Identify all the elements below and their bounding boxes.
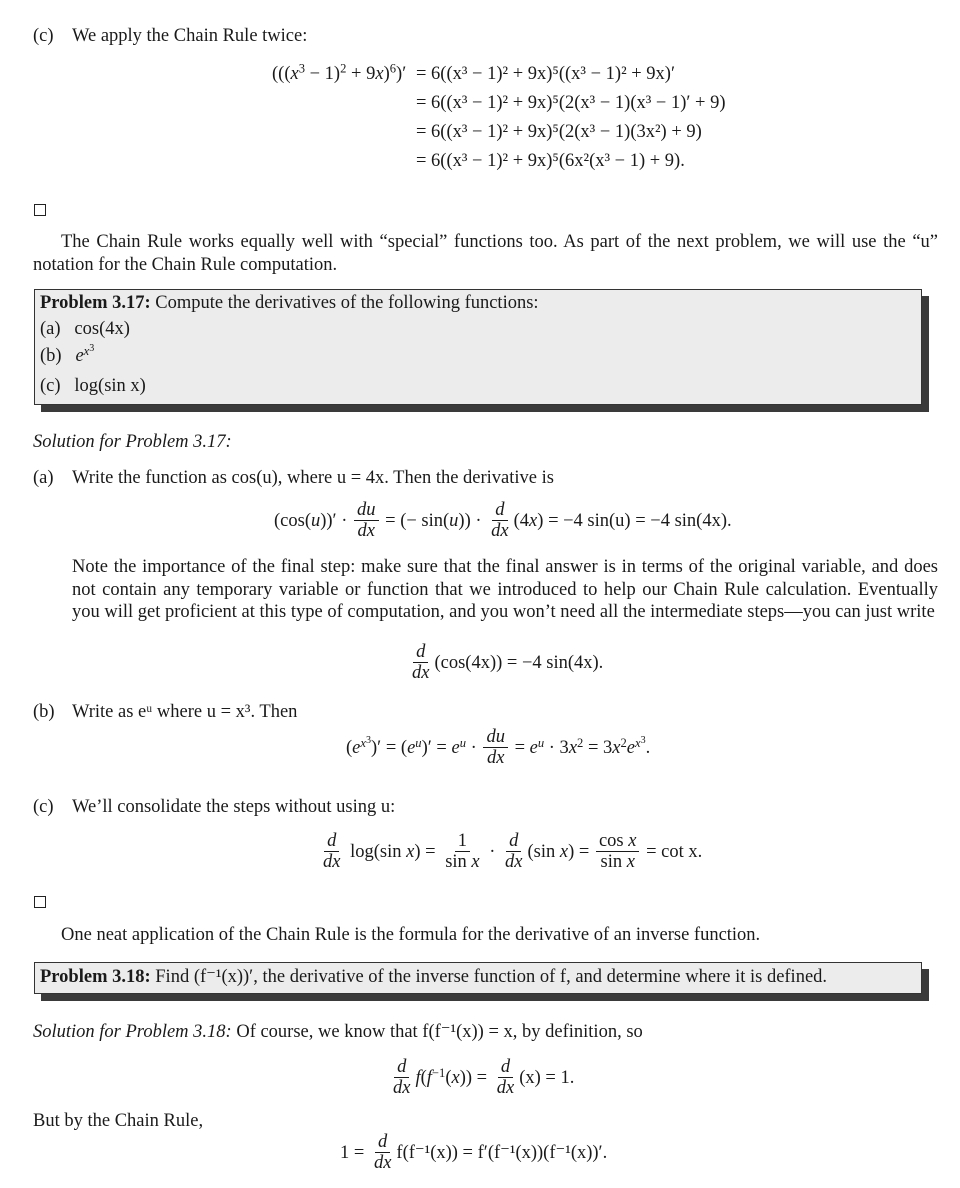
solution-318-eq2-tail: f(f⁻¹(x)) = f′(f⁻¹(x))(f⁻¹(x))′. (396, 1143, 608, 1164)
chain-eq-line4: = 6((x³ − 1)² + 9x)⁵(6x²(x³ − 1) + 9). (416, 151, 685, 171)
part-c-label: (c) (33, 26, 54, 46)
problem-318-label: Problem 3.18: (40, 967, 151, 987)
solution-317-a-text: Write the function as cos(u), where u = 4x. Then the derivative is (72, 468, 554, 488)
problem-317-item-a: cos(4x) (74, 319, 130, 339)
solution-317-short-equation: $\frac{d}{dx}$ (cos(4x)) = −4 sin(4x). (412, 642, 604, 684)
problem-317-item-c-label: (c) (40, 376, 61, 396)
solution-318-eq1: $\frac{d}{dx}$ $f(f^{-1}(x))$ = $\frac{d}{dx}$ (x) = 1. (393, 1057, 575, 1099)
chain-eq-line2: = 6((x³ − 1)² + 9x)⁵(2(x³ − 1)(x³ − 1)′ + 9) (416, 93, 726, 113)
solution-318-line (33, 1021, 643, 1043)
solution-317-note: Note the importance of the final step: make sure that the final answer is in terms of the original variable, and does not contain any temporary variable or function that we introduced to help our Chain Rule calculation. Eventually you will get proficient at this type of computation, and you won’t need all the intermediate steps—you can just write (72, 557, 938, 622)
solution-317-b-label: (b) (33, 702, 55, 722)
problem-318-box (34, 962, 922, 994)
solution-318-text: Of course, we know that f(f⁻¹(x)) = x, by definition, so (236, 1022, 643, 1042)
problem-317-label: Problem 3.17: (40, 293, 151, 313)
intro-inverse-paragraph: One neat application of the Chain Rule is the formula for the derivative of an inverse function. (61, 925, 761, 945)
problem-317-item-b-label: (b) (40, 346, 62, 366)
chain-eq-lhs: $(((x^3 - 1)^2 + 9x)^6)'$ (272, 61, 407, 84)
part-c-intro: We apply the Chain Rule twice: (72, 26, 308, 46)
problem-318-statement: Find (f⁻¹(x))′, the derivative of the inverse function of f, and determine where it is defined. (155, 967, 828, 987)
qed-square-1 (34, 204, 46, 216)
problem-317-item-c: log(sin x) (74, 376, 146, 396)
problem-317-statement: Compute the derivatives of the following functions: (155, 293, 539, 313)
problem-317-item-a-label: (a) (40, 319, 61, 339)
solution-318-heading: Solution for Problem 3.18: (33, 1022, 232, 1042)
solution-317-c-eq-tail: = cot x. (646, 842, 703, 863)
solution-318-eq1-tail: (x) = 1. (519, 1068, 575, 1089)
solution-317-c-text: We’ll consolidate the steps without using u: (72, 797, 396, 817)
qed-square-2 (34, 896, 46, 908)
problem-317-item-b: $e^{x^3}$ (75, 342, 95, 366)
solution-317-a-eq-tail: = −4 sin(u) = −4 sin(4x). (548, 511, 732, 532)
solution-317-short-eq-tail: (cos(4x)) = −4 sin(4x). (434, 653, 604, 674)
solution-317-a-label: (a) (33, 468, 54, 488)
chain-eq-line3: = 6((x³ − 1)² + 9x)⁵(2(x³ − 1)(3x²) + 9) (416, 122, 702, 142)
solution-318-but-text: But by the Chain Rule, (33, 1111, 204, 1131)
solution-318-eq2: 1 = $\frac{d}{dx}$ f(f⁻¹(x)) = f′(f⁻¹(x))(f⁻¹(x))′. (340, 1132, 608, 1174)
solution-318-eq2-lead: 1 = (340, 1143, 365, 1164)
solution-317-b-equation: $(e^{x^3})' = (e^u)' = e^u$ · $\frac{du}{dx}$ = $e^u \cdot 3x^2 = 3x^2e^{x^3}$. (346, 727, 651, 769)
intro-special-paragraph: The Chain Rule works equally well with “special” functions too. As part of the next problem, we will use the “u” notation for the Chain Rule computation. (33, 232, 938, 275)
solution-317-c-label: (c) (33, 797, 54, 817)
solution-317-a-equation: (cos(u))′ · $\frac{du}{dx}$ = (− sin(u)) · $\frac{d}{dx}$ (4x) = −4 sin(u) = −4 sin(4x). (274, 500, 732, 542)
solution-317-c-equation: $\frac{d}{dx}$ log(sin x) = $\frac{1}{\text{sin x}}$ · $\frac{d}{dx}$ (sin x) = $\frac{\text{cos x}}{\text{sin x}}$ = cot x. (323, 831, 703, 873)
solution-317-b-text: Write as eᵘ where u = x³. Then (72, 702, 298, 722)
solution-317-heading: Solution for Problem 3.17: (33, 432, 232, 452)
problem-317-box (34, 289, 922, 405)
chain-eq-line1: = 6((x³ − 1)² + 9x)⁵((x³ − 1)² + 9x)′ (416, 64, 676, 84)
